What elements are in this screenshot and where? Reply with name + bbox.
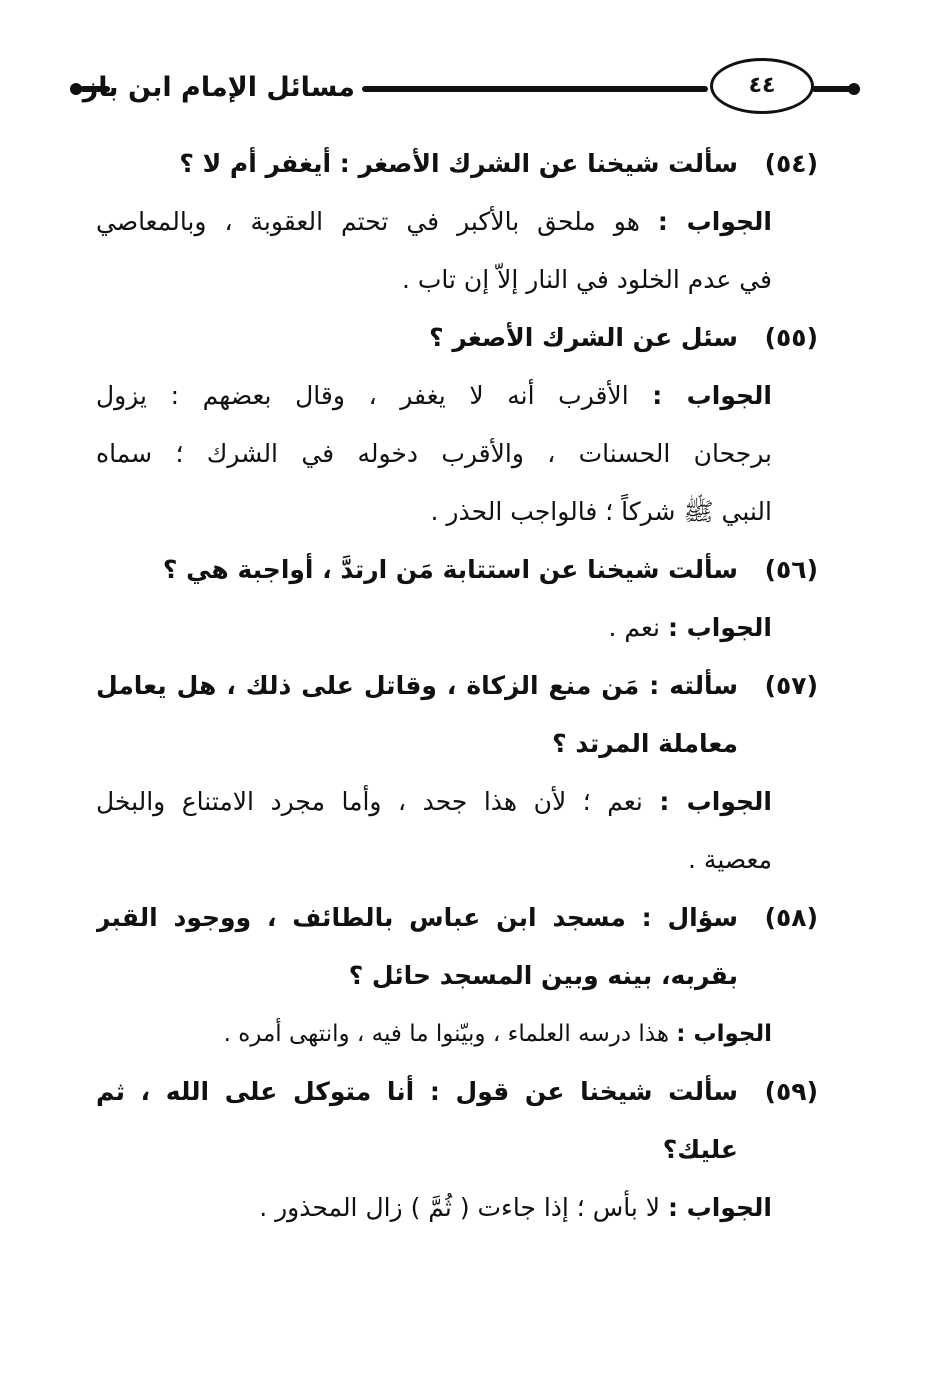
question-text: سألت شيخنا عن قول : أنا متوكل على الله ، ثم <box>96 1077 738 1106</box>
question-line: بقربه، بينه وبين المسجد حائل ؟ <box>348 961 738 990</box>
question-line <box>96 1063 818 1121</box>
question-text: سألت شيخنا عن الشرك الأصغر : أيغفر أم لا ؟ <box>179 149 738 178</box>
answer-line <box>96 1005 818 1063</box>
question-line <box>96 889 818 947</box>
answer-label: الجواب : <box>659 787 773 816</box>
answer-54 <box>96 193 818 309</box>
answer-label: الجواب : <box>676 1021 772 1047</box>
answer-58 <box>96 1005 818 1063</box>
question-text: سئل عن الشرك الأصغر ؟ <box>429 323 738 352</box>
question-number: (٥٤) <box>764 149 818 178</box>
answer-text: هو ملحق بالأكبر في تحتم العقوبة ، وبالمعاصي <box>96 207 640 236</box>
question-text: سألت شيخنا عن استتابة مَن ارتدَّ ، أواجبة هي ؟ <box>162 555 738 584</box>
question-text: سؤال : مسجد ابن عباس بالطائف ، ووجود القبر <box>96 903 738 932</box>
question-56 <box>96 541 818 599</box>
answer-label: الجواب : <box>652 381 772 410</box>
answer-line: النبي ﷺ شركاً ؛ فالواجب الحذر . <box>430 497 772 526</box>
answer-text: لا بأس ؛ إذا جاءت ( ثُمَّ ) زال المحذور . <box>259 1193 660 1222</box>
answer-56 <box>96 599 818 657</box>
answer-text: نعم ؛ لأن هذا جحد ، وأما مجرد الامتناع والبخل <box>96 787 643 816</box>
answer-text: هذا درسه العلماء ، وبيّنوا ما فيه ، وانتهى أمره . <box>223 1021 669 1047</box>
header-ornament-dot <box>848 83 860 95</box>
header-rule <box>362 86 708 92</box>
question-line: معاملة المرتد ؟ <box>552 729 738 758</box>
question-number: (٥٨) <box>764 903 818 932</box>
question-number: (٥٦) <box>764 555 818 584</box>
question-58 <box>96 889 818 1005</box>
answer-label: الجواب : <box>667 1193 772 1222</box>
answer-line <box>96 599 818 657</box>
page-header <box>60 58 870 120</box>
answer-text: نعم . <box>608 613 660 642</box>
question-55 <box>96 309 818 367</box>
question-59 <box>96 1063 818 1179</box>
answer-line <box>96 193 818 251</box>
question-line: عليك؟ <box>662 1135 738 1164</box>
book-title: مسائل الإمام ابن باز <box>82 72 355 103</box>
answer-line <box>96 773 818 831</box>
answer-line <box>96 367 818 425</box>
header-rule <box>812 86 852 92</box>
answer-55 <box>96 367 818 541</box>
question-number: (٥٧) <box>764 671 818 700</box>
answer-57 <box>96 773 818 889</box>
question-54 <box>96 135 818 193</box>
question-line <box>96 541 818 599</box>
answer-line: برجحان الحسنات ، والأقرب دخوله في الشرك ؛ سماه <box>96 439 772 468</box>
question-57 <box>96 657 818 773</box>
page-body <box>96 135 818 1237</box>
answer-line <box>96 1179 818 1237</box>
question-line <box>96 309 818 367</box>
question-line <box>96 135 818 193</box>
page-number: ٤٤ <box>710 58 814 114</box>
question-number: (٥٥) <box>764 323 818 352</box>
question-line <box>96 657 818 715</box>
question-number: (٥٩) <box>764 1077 818 1106</box>
answer-line: في عدم الخلود في النار إلاّ إن تاب . <box>401 265 772 294</box>
answer-line: معصية . <box>688 845 772 874</box>
answer-label: الجواب : <box>657 207 772 236</box>
question-text: سألته : مَن منع الزكاة ، وقاتل على ذلك ، هل يعامل <box>96 671 738 700</box>
answer-text: الأقرب أنه لا يغفر ، وقال بعضهم : يزول <box>96 381 629 410</box>
answer-59 <box>96 1179 818 1237</box>
answer-label: الجواب : <box>667 613 772 642</box>
